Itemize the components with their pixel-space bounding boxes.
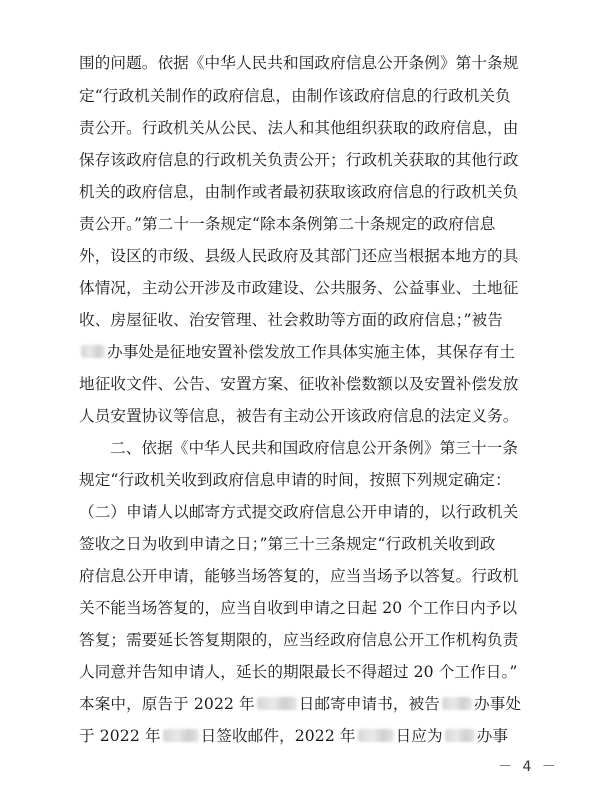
body-line: 本案中，原告于 2022 年 日邮寄申请书，被告 办事处: [79, 695, 522, 713]
body-line: 外，设区的市级、县级人民政府及其部门还应当根据本地方的具: [79, 247, 519, 265]
body-line: 办事处是征地安置补偿发放工作具体实施主体，其保存有土: [79, 337, 539, 367]
body-line: 责公开。行政机关从公民、法人和其他组织获取的政府信息，由: [79, 119, 519, 137]
body-line: 人员安置协议等信息，被告有主动公开该政府信息的法定义务。: [79, 407, 519, 425]
body-line: 责公开。”第二十一条规定“除本条例第二十条规定的政府信息: [79, 215, 496, 233]
redacted-name: [81, 345, 105, 358]
body-line: 答复；需要延长答复期限的，应当经政府信息公开工作机构负责: [79, 631, 519, 649]
body-line: 签收之日为收到申请之日；”第三十三条规定“行政机关收到政: [79, 535, 496, 553]
page-number: － 4 －: [498, 759, 559, 775]
redacted-date: [358, 729, 394, 742]
body-line: 人同意并告知申请人，延长的期限最长不得超过 20 个工作日。”: [79, 663, 518, 681]
body-line: 收、房屋征收、治安管理、社会救助等方面的政府信息；”被告: [79, 311, 504, 329]
paragraph-start-line: 二、依据《中华人民共和国政府信息公开条例》第三十一条: [110, 439, 519, 457]
body-line: 于 2022 年 日签收邮件，2022 年 日应为 办事: [79, 727, 509, 745]
body-line: 围的问题。依据《中华人民共和国政府信息公开条例》第十条规: [79, 54, 519, 72]
redacted-name: [445, 729, 475, 742]
body-line: 保存该政府信息的行政机关负责公开；行政机关获取的其他行政: [79, 151, 519, 169]
body-line: 定“行政机关制作的政府信息，由制作该政府信息的行政机关负: [79, 87, 511, 105]
body-line: 体情况，主动公开涉及市政建设、公共服务、公益事业、土地征: [79, 279, 519, 297]
redacted-name: [442, 697, 472, 710]
body-line: 地征收文件、公告、安置方案、征收补偿数额以及安置补偿发放: [79, 375, 519, 393]
body-line: 机关的政府信息，由制作或者最初获取该政府信息的行政机关负: [79, 183, 519, 201]
redacted-date: [257, 697, 297, 710]
body-line: 关不能当场答复的，应当自收到申请之日起 20 个工作日内予以: [79, 599, 518, 617]
body-line: 规定“行政机关收到政府信息申请的时间，按照下列规定确定：: [79, 471, 511, 489]
body-line: 府信息公开申请，能够当场答复的，应当当场予以答复。行政机: [79, 567, 519, 585]
redacted-date: [163, 729, 199, 742]
body-line: （二）申请人以邮寄方式提交政府信息公开申请的，以行政机关: [79, 503, 519, 521]
